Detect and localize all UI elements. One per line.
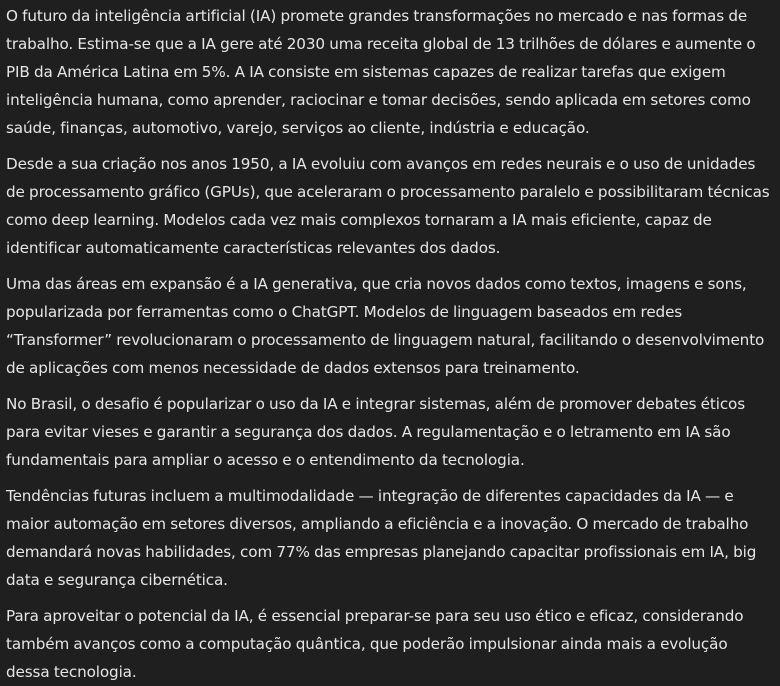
paragraph-history: Desde a sua criação nos anos 1950, a IA evoluiu com avanços em redes neurais e o uso de unidades de processamento gráfico (GPUs), que aceleraram o processamento paralelo e possibilitaram técnicas como deep learning. Modelos cada vez mais complexos tornaram a IA mais eficiente, capaz de identificar automaticamente características relevantes dos dados. [6,155,770,257]
paragraph-intro: O futuro da inteligência artificial (IA) promete grandes transformações no mercado e nas formas de trabalho. Estima-se que a IA gere até 2030 uma receita global de 13 trilhões de dólares e aumente o PIB da América Latina em 5%. A IA consiste em sistemas capazes de realizar tarefas que exigem inteligência humana, como aprender, raciocinar e tomar decisões, sendo aplicada em setores como saúde, finanças, automotivo, varejo, serviços ao cliente, indústria e educação. [6,7,756,137]
paragraph-brazil: No Brasil, o desafio é popularizar o uso da IA e integrar sistemas, além de promover debates éticos para evitar vieses e garantir a segurança dos dados. A regulamentação e o letramento em IA são fundamentais para ampliar o acesso e o entendimento da tecnologia. [6,395,746,469]
paragraph-generative-ai: Uma das áreas em expansão é a IA generativa, que cria novos dados como textos, imagens e sons, popularizada por ferramentas como o ChatGPT. Modelos de linguagem baseados em redes “Transformer” revolucionaram o processamento de linguagem natural, facilitando o desenvolvimento de aplicações com menos necessidade de dados extensos para treinamento. [6,275,765,377]
paragraph-conclusion: Para aproveitar o potencial da IA, é essencial preparar-se para seu uso ético e eficaz, considerando também avanços como a computação quântica, que poderão impulsionar ainda mais a evolução dessa tecnologia. [6,607,744,681]
paragraph-trends: Tendências futuras incluem a multimodalidade — integração de diferentes capacidades da IA — e maior automação em setores diversos, ampliando a eficiência e a inovação. O mercado de trabalho demandará novas habilidades, com 77% das empresas planejando capacitar profissionais em IA, big data e segurança cibernética. [6,487,757,589]
